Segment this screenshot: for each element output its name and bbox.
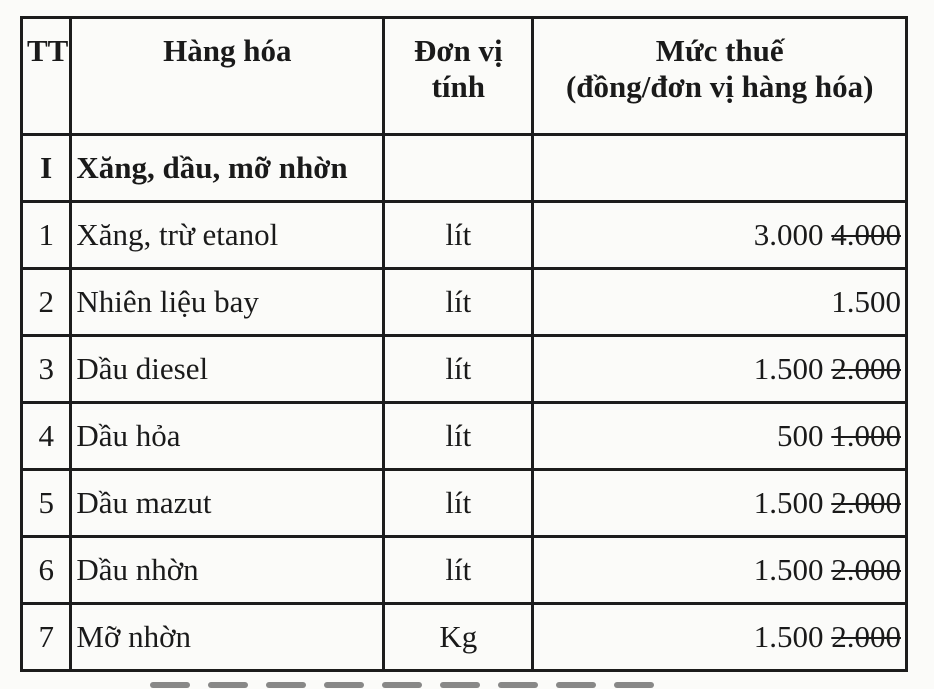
header-unit-line2: tính — [431, 68, 486, 104]
row-goods-name: Dầu hỏa — [71, 403, 384, 470]
cropped-text-below — [150, 672, 790, 689]
new-rate: 500 — [777, 418, 824, 454]
row-number: 1 — [22, 202, 71, 269]
group-name: Xăng, dầu, mỡ nhờn — [71, 135, 384, 202]
row-number: 2 — [22, 269, 71, 336]
new-rate: 3.000 — [753, 217, 824, 253]
header-tt: TT — [22, 18, 71, 135]
row-rate — [533, 604, 907, 671]
new-rate: 1.500 — [753, 351, 824, 387]
header-goods: Hàng hóa — [71, 18, 384, 135]
old-rate-struck: 2.000 — [831, 485, 901, 521]
row-unit: lít — [384, 403, 533, 470]
table-row — [22, 269, 907, 336]
row-goods-name: Xăng, trừ etanol — [71, 202, 384, 269]
header-rate — [533, 18, 907, 135]
header-unit — [384, 18, 533, 135]
table-body — [22, 202, 907, 671]
header-rate-line2: (đồng/đơn vị hàng hóa) — [565, 68, 874, 104]
row-rate — [533, 470, 907, 537]
row-unit: lít — [384, 336, 533, 403]
row-goods-name: Nhiên liệu bay — [71, 269, 384, 336]
old-rate-struck: 2.000 — [831, 351, 901, 387]
row-rate — [533, 537, 907, 604]
table-row — [22, 604, 907, 671]
table-row — [22, 403, 907, 470]
table-row — [22, 470, 907, 537]
row-unit: lít — [384, 470, 533, 537]
table-row — [22, 202, 907, 269]
new-rate: 1.500 — [753, 619, 824, 655]
old-rate-struck: 4.000 — [831, 217, 901, 253]
row-rate — [533, 403, 907, 470]
old-rate-struck: 1.000 — [831, 418, 901, 454]
row-goods-name: Mỡ nhờn — [71, 604, 384, 671]
group-row — [22, 135, 907, 202]
table-row — [22, 537, 907, 604]
new-rate: 1.500 — [753, 485, 824, 521]
row-goods-name: Dầu mazut — [71, 470, 384, 537]
row-rate — [533, 336, 907, 403]
row-rate — [533, 202, 907, 269]
old-rate-struck: 2.000 — [831, 619, 901, 655]
row-number: 4 — [22, 403, 71, 470]
tax-rate-table — [20, 16, 908, 672]
row-number: 6 — [22, 537, 71, 604]
table-row — [22, 336, 907, 403]
group-number: I — [22, 135, 71, 202]
row-rate — [533, 269, 907, 336]
row-number: 7 — [22, 604, 71, 671]
row-number: 3 — [22, 336, 71, 403]
new-rate: 1.500 — [753, 552, 824, 588]
row-goods-name: Dầu nhờn — [71, 537, 384, 604]
group-unit-empty — [384, 135, 533, 202]
row-unit: lít — [384, 269, 533, 336]
old-rate-struck: 2.000 — [831, 552, 901, 588]
table-header-row — [22, 18, 907, 135]
header-rate-line1: Mức thuế — [655, 33, 784, 68]
new-rate: 1.500 — [831, 284, 901, 320]
header-unit-line1: Đơn vị — [413, 33, 503, 68]
row-number: 5 — [22, 470, 71, 537]
row-goods-name: Dầu diesel — [71, 336, 384, 403]
row-unit: lít — [384, 202, 533, 269]
row-unit: Kg — [384, 604, 533, 671]
group-rate-empty — [533, 135, 907, 202]
row-unit: lít — [384, 537, 533, 604]
